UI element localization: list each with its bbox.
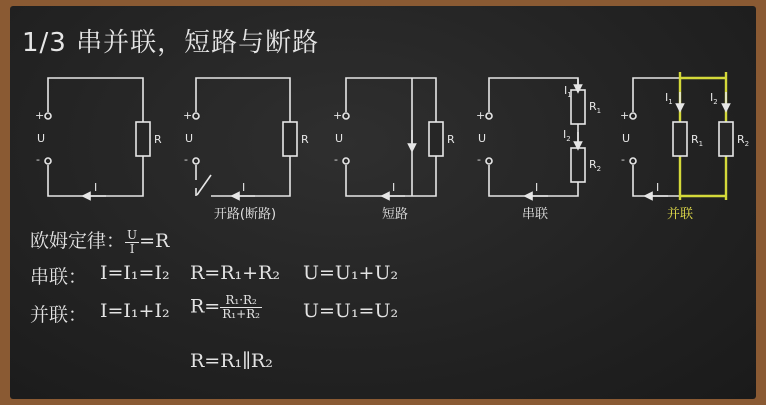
minus-label: - [621,153,625,166]
current-label: I [656,181,660,194]
resistor-label: R [447,133,455,146]
voltage-label: U [622,132,631,145]
series-label: 串联： [30,266,88,288]
series-resistance: R=R₁+R₂ [190,262,280,284]
current-label: I [94,181,98,194]
parallel-label: 并联： [30,304,88,326]
series-current: I=I₁=I₂ [100,262,170,284]
circuit-open [193,78,297,196]
parallel-resistance: R= $\frac{\text{R₁·R₂}}{\text{R₁+R₂}}$ [190,293,260,321]
current-label: I [242,181,246,194]
resistor-r1-label: $R_1$ [589,100,602,115]
minus-label: - [334,153,338,166]
ohm-fraction: $\frac{U}{I}$ [127,227,138,256]
current-i1-label: $I_1$ [564,84,572,99]
page-title: 1/3 串并联，短路与断路 [22,28,320,58]
ohm-law-label: 欧姆定律： [30,230,126,252]
current-i2-label: $I_2$ [710,91,718,106]
plus-label: + [333,109,343,122]
caption-parallel: 并联 [666,207,693,222]
current-label: I [392,181,396,194]
minus-label: - [477,153,481,166]
caption-series: 串联 [521,207,548,222]
resistor-r1-label: $R_1$ [691,133,704,148]
voltage-label: U [335,132,344,145]
parallel-current: I=I₁+I₂ [100,300,170,322]
resistor-r2-label: $R_2$ [589,158,602,173]
minus-label: - [36,153,40,166]
plus-label: + [183,109,193,122]
circuit-simple [45,78,150,196]
resistor-r2-label: $R_2$ [737,133,750,148]
ohm-law [30,226,169,256]
caption-open-circuit: 开路(断路) [213,207,277,222]
resistor-label: R [154,133,162,146]
circuit-parallel [630,72,733,200]
current-i1-label: $I_1$ [665,91,673,106]
series-voltage: U=U₁+U₂ [303,262,399,284]
caption-short-circuit: 短路 [381,207,408,222]
voltage-label: U [37,132,46,145]
resistor-label: R [301,133,309,146]
plus-label: + [476,109,486,122]
parallel-formulas [30,300,87,327]
plus-label: + [620,109,630,122]
voltage-label: U [185,132,194,145]
ohm-rhs: =R [139,230,170,252]
parallel-resistance-notation: R=R₁∥R₂ [190,350,273,372]
current-label: I [535,181,539,194]
circuit-short [343,78,443,196]
minus-label: - [184,153,188,166]
voltage-label: U [478,132,487,145]
plus-label: + [35,109,45,122]
current-i2-label: $I_2$ [563,128,571,143]
parallel-voltage: U=U₁=U₂ [303,300,399,322]
series-formulas [30,262,87,289]
